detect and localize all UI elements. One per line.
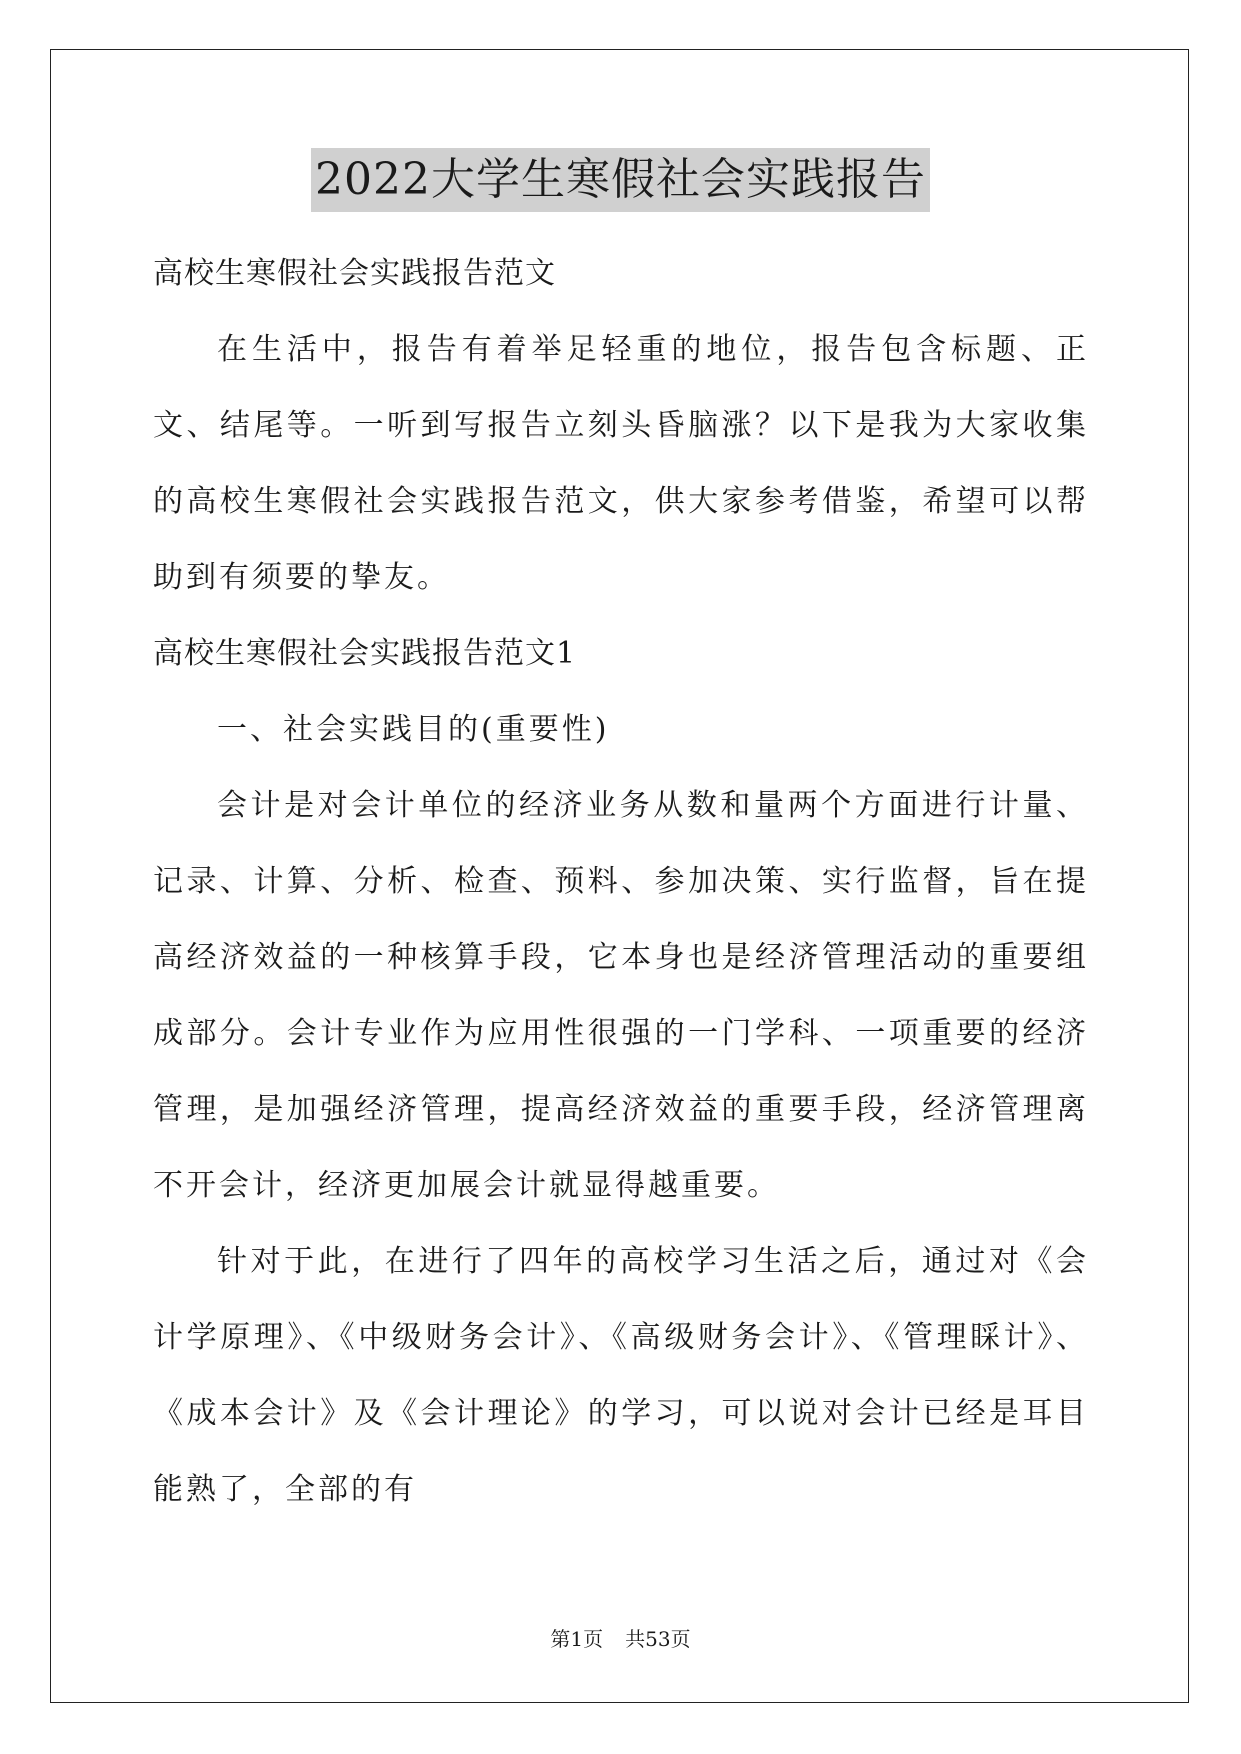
paragraph: 在生活中，报告有着举足轻重的地位，报告包含标题、正文、结尾等。一听到写报告立刻头昏脑涨？以下是我为大家收集的高校生寒假社会实践报告范文，供大家参考借鉴，希望可以帮助到有须要的挚友。 [153, 332, 1089, 595]
document-title: 2022大学生寒假社会实践报告 [311, 148, 930, 212]
paragraph: 针对于此，在进行了四年的高校学习生活之后，通过对《会计学原理》、《中级财务会计》、《高级财务会计》、《管理睬计》、《成本会计》及《会计理论》的学习，可以说对会计已经是耳目能熟了，全部的有 [153, 1244, 1089, 1507]
paragraph: 高校生寒假社会实践报告范文 [153, 256, 556, 291]
title-wrap [0, 148, 1241, 212]
paragraph: 高校生寒假社会实践报告范文1 [153, 636, 577, 671]
document-body [153, 236, 1089, 1528]
page-footer [0, 1624, 1241, 1654]
page-total: 共53页 [625, 1627, 691, 1651]
paragraph: 会计是对会计单位的经济业务从数和量两个方面进行计量、记录、计算、分析、检查、预料、参加决策、实行监督，旨在提高经济效益的一种核算手段，它本身也是经济管理活动的重要组成部分。会计专业作为应用性很强的一门学科、一项重要的经济管理，是加强经济管理，提高经济效益的重要手段，经济管理离不开会计，经济更加展会计就显得越重要。 [153, 788, 1089, 1203]
paragraph: 一、社会实践目的(重要性) [217, 712, 610, 747]
page-number: 第1页 [550, 1627, 604, 1651]
